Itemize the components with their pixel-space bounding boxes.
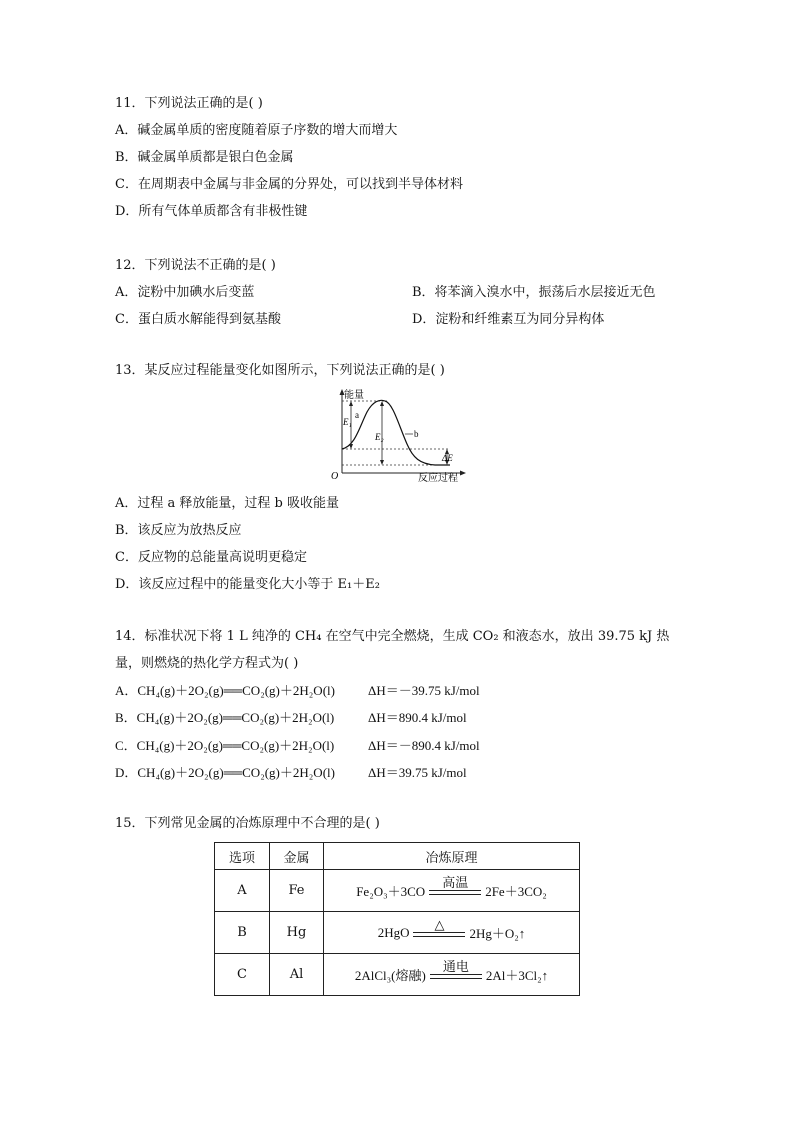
- q12-option-d: D．淀粉和纤维素互为同分异构体: [412, 312, 605, 327]
- q14-option-b: [115, 709, 334, 727]
- label-a: a: [355, 410, 359, 420]
- q14-option-a-dh: ΔH＝－39.75 kJ/mol: [368, 683, 480, 698]
- cell-metal: Al: [270, 954, 324, 996]
- q14-stem-line1: 14．标准状况下将 1 L 纯净的 CH₄ 在空气中完全燃烧，生成 CO₂ 和液态水，放出 39.75 kJ 热: [115, 629, 670, 644]
- y-axis-label: 能量: [344, 390, 364, 401]
- q12-option-c: C．蛋白质水解能得到氨基酸: [115, 312, 281, 327]
- reactants: 2HgO: [377, 924, 410, 940]
- reaction-arrow: [429, 876, 481, 895]
- cell-option: C: [215, 954, 270, 996]
- label-b: b: [414, 429, 419, 439]
- header-principle: 冶炼原理: [324, 843, 580, 870]
- cell-principle: [324, 870, 580, 912]
- x-axis-label: 反应过程: [418, 473, 458, 483]
- header-option: 选项: [215, 843, 270, 870]
- equation: CH₄(g)＋2O₂(g)══CO₂(g)＋2H₂O(l): [137, 765, 335, 780]
- table-row: [215, 912, 580, 954]
- option-letter: A．: [115, 683, 138, 698]
- table-header-row: [215, 843, 580, 870]
- smelting-table: [214, 842, 580, 996]
- q11-option-d: D．所有气体单质都含有非极性键: [115, 204, 308, 219]
- reactants: 2AlCl₃(熔融): [354, 968, 426, 983]
- q11-option-a: A．碱金属单质的密度随着原子序数的增大而增大: [115, 123, 398, 138]
- q14-option-c: [115, 737, 334, 755]
- q14-option-b-dh: ΔH＝890.4 kJ/mol: [368, 710, 467, 725]
- products: 2Al＋3Cl₂↑: [485, 968, 549, 983]
- products: 2Fe＋3CO₂: [485, 884, 547, 899]
- label-e2: E₂: [375, 432, 384, 442]
- cell-principle: [324, 912, 580, 954]
- q11-option-b: B．碱金属单质都是银白色金属: [115, 150, 294, 165]
- q14-option-d-dh: ΔH＝39.75 kJ/mol: [368, 765, 467, 780]
- option-letter: C．: [115, 738, 137, 753]
- equation: CH₄(g)＋2O₂(g)══CO₂(g)＋2H₂O(l): [136, 738, 335, 753]
- q12-stem: 12．下列说法不正确的是( ): [115, 258, 276, 273]
- reaction-arrow: [430, 960, 482, 979]
- header-metal: 金属: [270, 843, 324, 870]
- cell-option: B: [215, 912, 270, 954]
- q11-option-c: C．在周期表中金属与非金属的分界处，可以找到半导体材料: [115, 177, 463, 192]
- condition: △: [434, 917, 445, 932]
- table-row: [215, 870, 580, 912]
- cell-option: A: [215, 870, 270, 912]
- q11-stem: 11．下列说法正确的是( ): [115, 96, 263, 111]
- option-letter: D．: [115, 765, 138, 780]
- option-letter: B．: [115, 710, 137, 725]
- equation: CH₄(g)＋2O₂(g)══CO₂(g)＋2H₂O(l): [137, 683, 335, 698]
- q14-stem-line2: 量，则燃烧的热化学方程式为( ): [115, 656, 299, 671]
- q13-option-a: A．过程 a 释放能量，过程 b 吸收能量: [115, 496, 339, 511]
- q13-option-c: C．反应物的总能量高说明更稳定: [115, 550, 307, 565]
- products: 2Hg＋O₂↑: [469, 926, 526, 941]
- q13-stem: 13．某反应过程能量变化如图所示，下列说法正确的是( ): [115, 363, 445, 378]
- q13-option-d: D．该反应过程中的能量变化大小等于 E₁＋E₂: [115, 577, 380, 592]
- q14-option-a: [115, 682, 335, 700]
- energy-diagram: [325, 388, 470, 483]
- q15-stem: 15．下列常见金属的冶炼原理中不合理的是( ): [115, 816, 380, 831]
- label-delta-e: ΔE: [442, 453, 453, 463]
- q13-option-b: B．该反应为放热反应: [115, 523, 242, 538]
- table-row: [215, 954, 580, 996]
- origin-label: O: [331, 471, 339, 482]
- cell-metal: Hg: [270, 912, 324, 954]
- condition: 通电: [442, 959, 469, 974]
- cell-principle: [324, 954, 580, 996]
- reaction-arrow: [413, 918, 465, 937]
- q14-option-d: [115, 764, 335, 782]
- cell-metal: Fe: [270, 870, 324, 912]
- equation: CH₄(g)＋2O₂(g)══CO₂(g)＋2H₂O(l): [136, 710, 335, 725]
- q14-option-c-dh: ΔH＝－890.4 kJ/mol: [368, 738, 480, 753]
- q12-option-b: B．将苯滴入溴水中，振荡后水层接近无色: [412, 285, 656, 300]
- label-e1: E₁: [343, 417, 352, 427]
- reactants: Fe₂O₃＋3CO: [356, 884, 426, 899]
- q12-option-a: A．淀粉中加碘水后变蓝: [115, 285, 255, 300]
- condition: 高温: [442, 875, 469, 890]
